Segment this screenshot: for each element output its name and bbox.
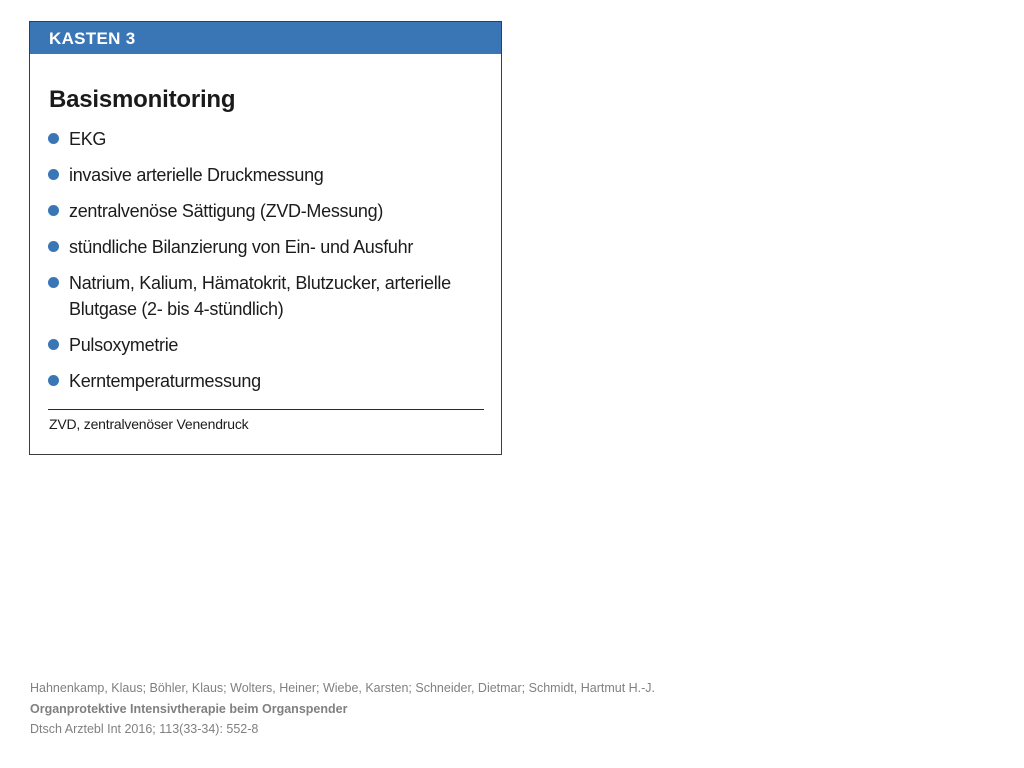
list-item-text: invasive arterielle Druckmessung <box>69 165 324 185</box>
bullet-icon <box>48 241 59 252</box>
bullet-icon <box>48 169 59 180</box>
citation-block <box>30 678 655 740</box>
bullet-icon <box>48 277 59 288</box>
footnote-divider <box>48 409 484 410</box>
box-header-label: KASTEN 3 <box>49 29 136 48</box>
list-item <box>48 198 478 224</box>
list-item-text: Kerntemperaturmessung <box>69 371 261 391</box>
citation-authors: Hahnenkamp, Klaus; Böhler, Klaus; Wolters, Heiner; Wiebe, Karsten; Schneider, Dietmar; Schmidt, Hartmut H.-J. <box>30 681 656 695</box>
bullet-icon <box>48 375 59 386</box>
list-item <box>48 332 478 358</box>
list-item-text: zentralvenöse Sättigung (ZVD-Messung) <box>69 201 384 221</box>
list-item <box>48 368 478 394</box>
list-item-text: Natrium, Kalium, Hämatokrit, Blutzucker, arterielle Blutgase (2- bis 4-stündlich) <box>69 273 451 319</box>
list-item-text: EKG <box>69 129 107 149</box>
list-item <box>48 234 478 260</box>
list-item <box>48 126 478 152</box>
list-item-text: stündliche Bilanzierung von Ein- und Ausfuhr <box>69 237 414 257</box>
citation-journal: Dtsch Arztebl Int 2016; 113(33-34): 552-8 <box>30 722 259 736</box>
list-item <box>48 270 478 322</box>
info-box <box>29 21 502 455</box>
box-title: Basismonitoring <box>49 86 236 113</box>
bullet-icon <box>48 205 59 216</box>
bullet-list <box>48 126 478 404</box>
list-item-text: Pulsoxymetrie <box>69 335 179 355</box>
bullet-icon <box>48 339 59 350</box>
citation-title: Organprotektive Intensivtherapie beim Organspender <box>30 701 348 716</box>
list-item <box>48 162 478 188</box>
box-footnote: ZVD, zentralvenöser Venendruck <box>49 416 249 432</box>
box-header-bar <box>30 22 501 54</box>
bullet-icon <box>48 133 59 144</box>
